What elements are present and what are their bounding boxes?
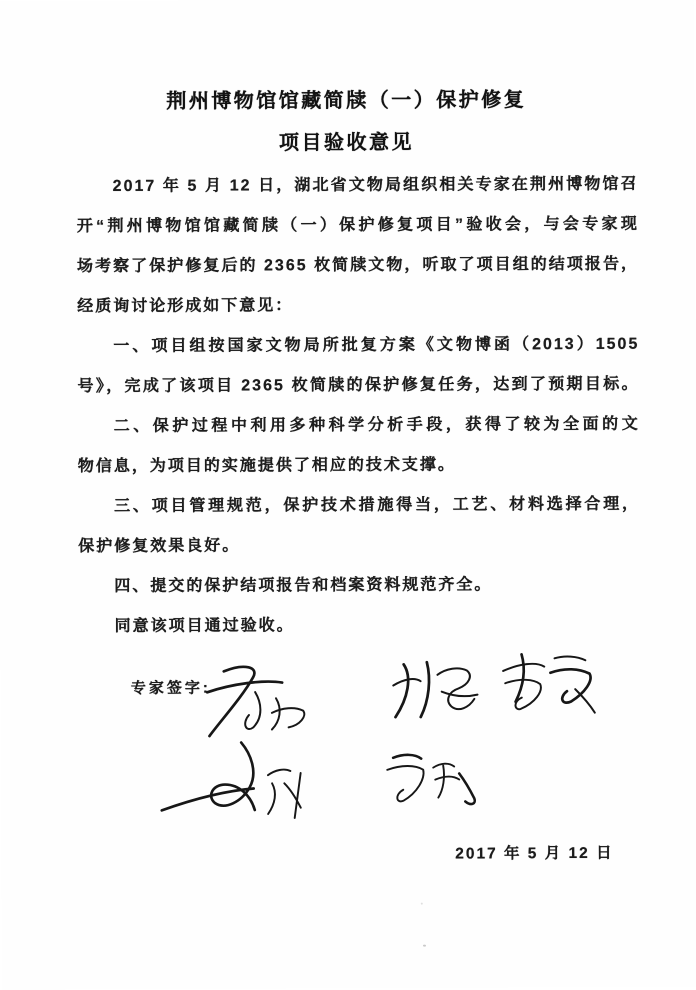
handwritten-signature-2: [385, 653, 485, 727]
scan-speckle: [421, 903, 423, 905]
body-line: 二、保护过程中利用多种科学分析手段，获得了较为全面的文: [113, 415, 640, 436]
body-line: 开“荆州博物馆馆藏简牍（一）保护修复项目”验收会，与会专家现: [76, 215, 639, 236]
body-line: 同意该项目通过验收。: [114, 617, 295, 636]
document-date: 2017 年 5 月 12 日: [455, 844, 614, 863]
document-title: [0, 78, 695, 165]
scan-speckle: [423, 945, 426, 947]
body-line: 物信息，为项目的实施提供了相应的技术支撑。: [77, 456, 456, 476]
body-line: 四、提交的保护结项报告和档案资料规范齐全。: [114, 576, 493, 596]
expert-signature-label: 专家签字:: [130, 679, 211, 697]
body-line: 号》，完成了该项目 2365 枚简牍的保护修复任务，达到了预期目标。: [77, 375, 640, 396]
title-line-1: 荆州博物馆馆藏简牍（一）保护修复: [166, 89, 527, 113]
title-line-2: 项目验收意见: [278, 131, 415, 155]
body-line: 三、项目管理规范，保护技术措施得当，工艺、材料选择合理，: [114, 495, 641, 516]
handwritten-signature-4: [149, 738, 321, 831]
body-line: 经质询讨论形成如下意见：: [77, 297, 294, 316]
body-line: 保护修复效果良好。: [78, 537, 241, 556]
handwritten-signature-3: [491, 647, 599, 723]
handwritten-signature-5: [373, 747, 485, 817]
body-line: 一、项目组按国家文物局所批复方案《文物博函（2013）1505: [113, 335, 640, 356]
handwritten-signature-1: [199, 658, 324, 743]
document-body: [77, 165, 641, 647]
body-line: 2017 年 5 月 12 日，湖北省文物局组织相关专家在荆州博物馆召: [112, 175, 639, 196]
body-line: 场考察了保护修复后的 2365 枚简牍文物，听取了项目组的结项报告，: [76, 255, 640, 276]
